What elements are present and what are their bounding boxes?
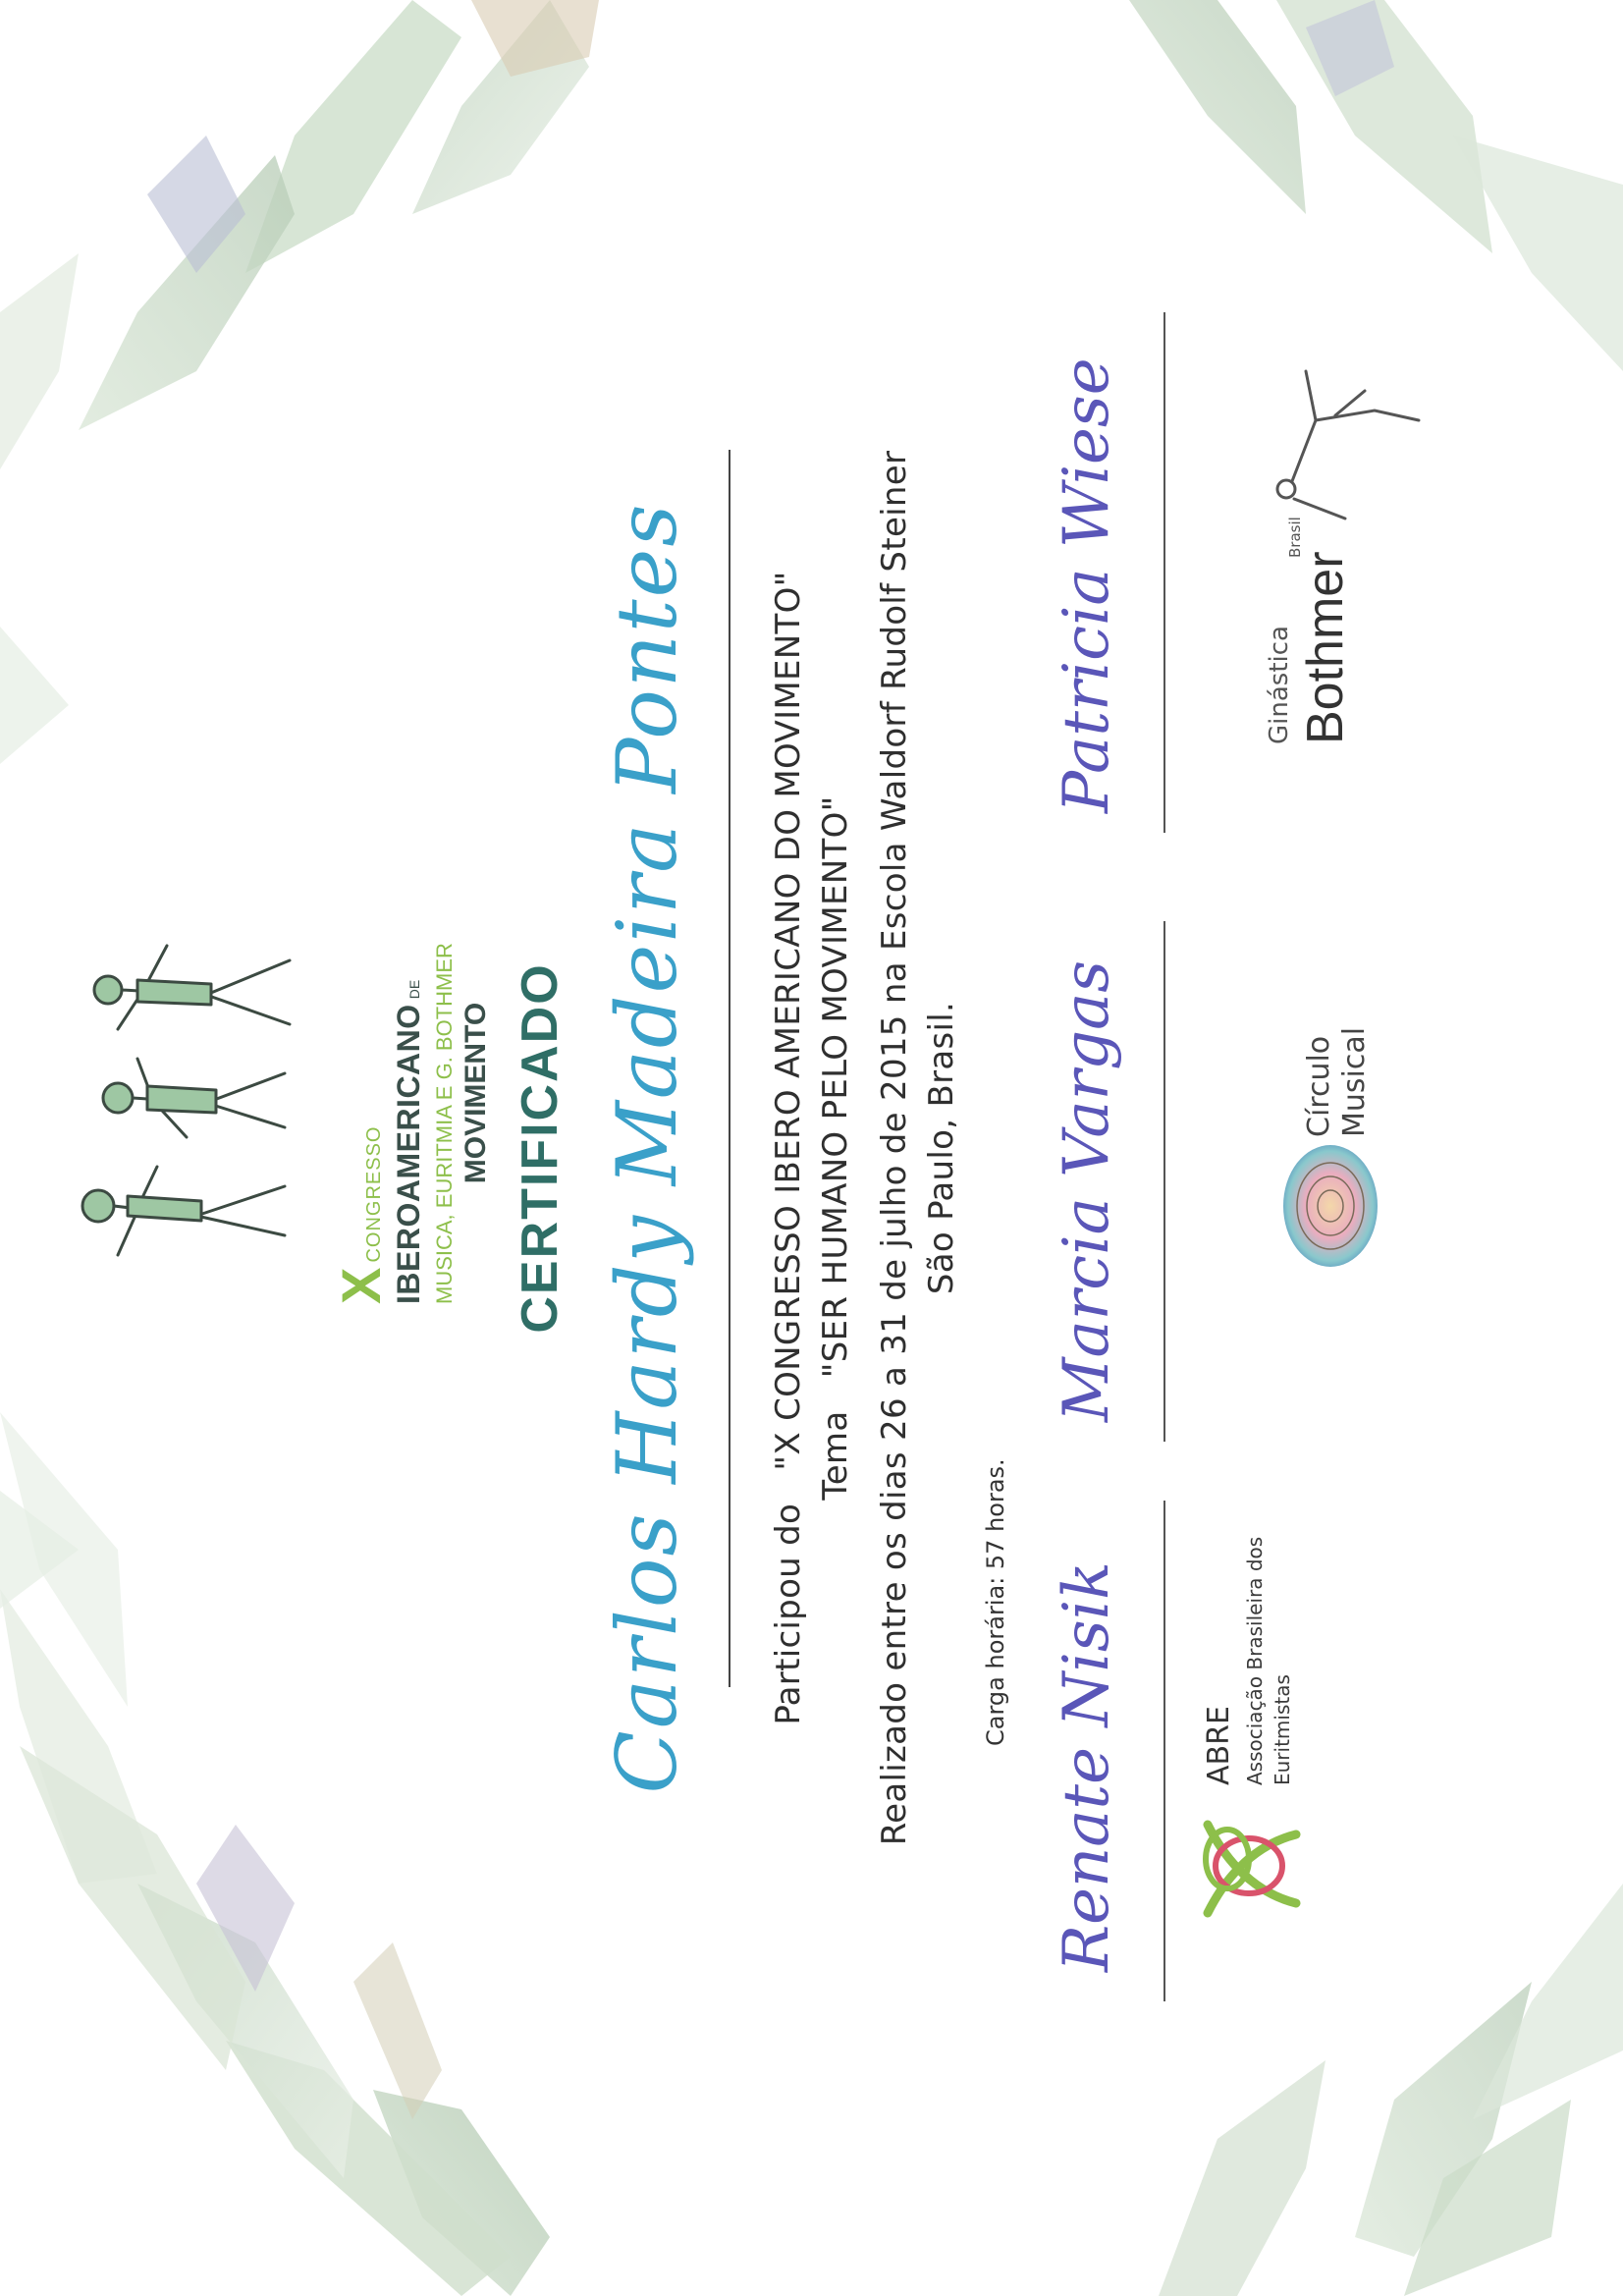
abre-emblem-icon xyxy=(1188,1805,1306,1933)
event-name-line1-suffix: DE xyxy=(406,979,422,1000)
signature-block-2 xyxy=(1031,911,1168,1442)
circulo-musical-line1: Círculo xyxy=(1302,1035,1336,1137)
signature-line-1 xyxy=(1163,1501,1165,2001)
abre-short-name: ABRE xyxy=(1202,1706,1236,1785)
event-roman-numeral: X xyxy=(330,1267,392,1304)
event-name-line1: IBEROAMERICANO xyxy=(391,1004,426,1304)
workload-line: Carga horária: 57 horas. xyxy=(982,1458,1009,1746)
signature-1: Renate Nisik xyxy=(1051,1561,1123,1972)
bothmer-logo xyxy=(1237,352,1453,764)
recipient-name-underline xyxy=(729,450,730,1687)
participation-line xyxy=(766,0,811,2296)
event-congress-label: CONGRESSO xyxy=(363,1125,385,1263)
circulo-musical-logo xyxy=(1276,1026,1424,1285)
bothmer-figure-icon xyxy=(1247,361,1434,528)
circulo-musical-emblem-icon xyxy=(1276,1137,1384,1285)
abre-full-name-line1: Associação Brasileira dos xyxy=(1243,1536,1267,1785)
dancers-icon xyxy=(39,921,334,1275)
signature-line-3 xyxy=(1163,312,1165,833)
abre-logo xyxy=(1178,1520,1365,1933)
theme-prefix: Tema xyxy=(816,1410,855,1501)
participation-prefix: Participou do xyxy=(769,1503,808,1725)
certificate-title: CERTIFICADO xyxy=(512,962,568,1334)
theme-value: "SER HUMANO PELO MOVIMENTO" xyxy=(816,795,855,1379)
signature-2: Marcia Vargas xyxy=(1051,959,1123,1422)
location-line: São Paulo, Brasil. xyxy=(922,1001,961,1295)
date-venue-line: Realizado entre os dias 26 a 31 de julho de 2015 na Escola Waldorf Rudolf Steiner xyxy=(875,450,914,1846)
event-logo xyxy=(39,892,491,1304)
circulo-musical-line2: Musical xyxy=(1337,1026,1372,1137)
signature-3: Patricia Wiese xyxy=(1051,357,1123,813)
bothmer-line2: Bothmer xyxy=(1297,551,1354,744)
event-name-line2: MUSICA, EURITMIA E G. BOTHMER xyxy=(432,943,457,1304)
participation-event: "X CONGRESSO IBERO AMERICANO DO MOVIMENTO" xyxy=(769,571,808,1471)
signature-block-1 xyxy=(1031,1491,1168,2001)
signature-block-3 xyxy=(1031,302,1168,833)
theme-line xyxy=(813,0,858,2296)
bothmer-suffix: Brasil xyxy=(1286,517,1304,558)
abre-full-name-line2: Euritmistas xyxy=(1271,1674,1294,1785)
signature-line-2 xyxy=(1163,921,1165,1442)
event-name-line3: MOVIMENTO xyxy=(460,1002,492,1184)
bothmer-line1: Ginástica xyxy=(1265,626,1294,744)
recipient-name: Carlos Hardy Madeira Pontes xyxy=(599,502,695,1794)
